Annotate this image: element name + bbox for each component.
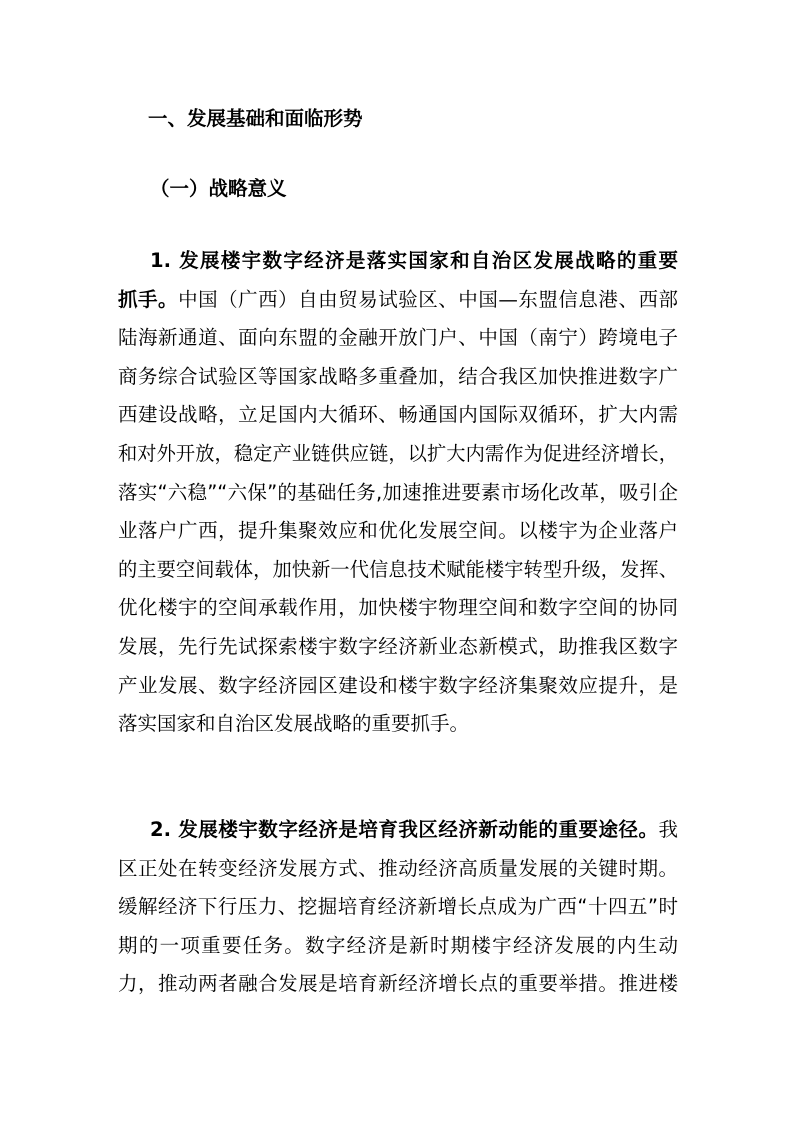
paragraph-1-line-11: 产业发展、数字经济园区建设和楼宇数字经济集聚效应提升，是 — [118, 673, 678, 697]
paragraph-1-line-9: 优化楼宇的空间承载作用，加快楼宇物理空间和数字空间的协同 — [118, 596, 678, 620]
section-heading: 一、发展基础和面临形势 — [148, 107, 363, 130]
paragraph-2-line-1: 区正处在转变经济发展方式、推动经济高质量发展的关键时期。 — [118, 856, 678, 880]
paragraph-1 — [118, 242, 678, 744]
paragraph-1-line-5: 和对外开放，稳定产业链供应链，以扩大内需作为促进经济增长， — [118, 441, 678, 465]
paragraph-1-line-3: 商务综合试验区等国家战略多重叠加，结合我区加快推进数字广 — [118, 364, 678, 388]
paragraph-1-line-12: 落实国家和自治区发展战略的重要抓手。 — [118, 712, 470, 736]
paragraph-1-bold-lead: 抓手。 — [118, 287, 179, 311]
paragraph-1-line-4: 西建设战略，立足国内大循环、畅通国内国际双循环，扩大内需 — [118, 403, 678, 427]
paragraph-1-line-6: 落实“六稳”“六保”的基础任务,加速推进要素市场化改革，吸引企 — [118, 480, 678, 504]
paragraph-1-line-8: 的主要空间载体，加快新一代信息技术赋能楼宇转型升级，发挥、 — [118, 557, 678, 581]
paragraph-2-line-0 — [118, 811, 678, 850]
paragraph-2-lead-tail: 我 — [658, 818, 678, 841]
paragraph-2-line-3: 期的一项重要任务。数字经济是新时期楼宇经济发展的内生动 — [118, 933, 678, 957]
subsection-heading: （一）战略意义 — [150, 177, 287, 200]
paragraph-1-bold-line-1: 1. 发展楼宇数字经济是落实国家和自治区发展战略的重要 — [150, 249, 678, 272]
paragraph-1-line-7: 业落户广西，提升集聚效应和优化发展空间。以楼宇为企业落户 — [118, 519, 678, 543]
paragraph-2-line-4: 力，推动两者融合发展是培育新经济增长点的重要举措。推进楼 — [118, 972, 678, 996]
paragraph-2-bold-lead: 2. 发展楼宇数字经济是培育我区经济新动能的重要途径。 — [150, 818, 659, 841]
paragraph-1-text: 中国（广西）自由贸易试验区、中国—东盟信息港、西部 — [178, 287, 678, 311]
paragraph-2-line-2: 缓解经济下行压力、挖掘培育经济新增长点成为广西“十四五”时 — [118, 895, 678, 919]
paragraph-2 — [118, 811, 678, 1004]
paragraph-1-line-1 — [118, 281, 678, 320]
paragraph-1-line-10: 发展，先行先试探索楼宇数字经济新业态新模式，助推我区数字 — [118, 634, 678, 658]
paragraph-1-line-2: 陆海新通道、面向东盟的金融开放门户、中国（南宁）跨境电子 — [118, 326, 678, 350]
